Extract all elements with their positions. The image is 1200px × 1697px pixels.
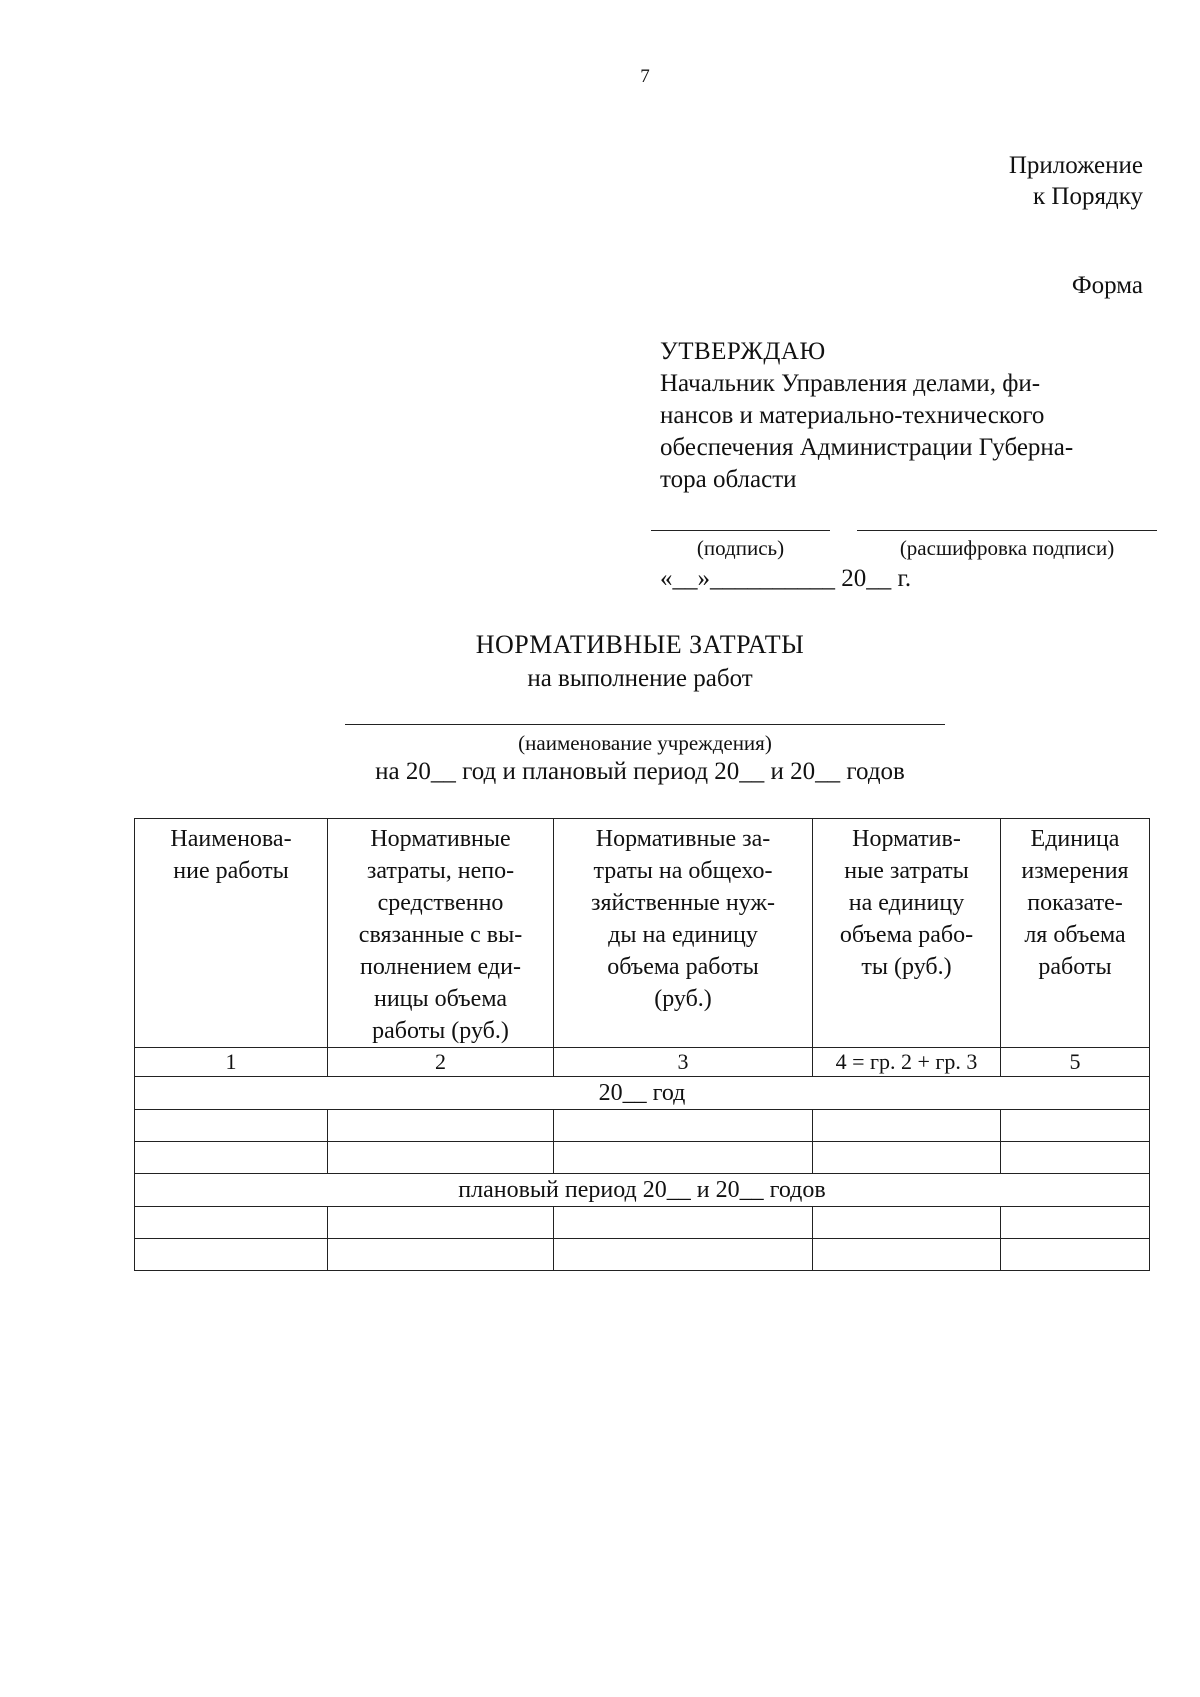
approval-line-1: Начальник Управления делами, фи- [660,370,1041,397]
table-cell[interactable] [813,1207,1001,1239]
table-cell[interactable] [135,1110,328,1142]
period-line: на 20__ год и плановый период 20__ и 20__ годов [375,758,905,785]
table-cell[interactable] [328,1207,554,1239]
signature-line [651,530,830,531]
column-number: 3 [554,1048,813,1077]
table-cell[interactable] [1001,1239,1150,1271]
table-cell[interactable] [328,1239,554,1271]
institution-name-line [345,724,945,725]
table-cell[interactable] [813,1239,1001,1271]
column-number: 2 [328,1048,554,1077]
signature-decoding-line [857,530,1157,531]
table-cell[interactable] [554,1142,813,1174]
table-cell[interactable] [813,1142,1001,1174]
table-cell[interactable] [1001,1142,1150,1174]
table-cell[interactable] [1001,1110,1150,1142]
section-row-year [135,1077,1150,1110]
section-year-label: 20__ год [135,1077,1150,1110]
approval-line-4: тора области [660,466,797,493]
header-general-costs: Нормативные за- траты на общехо- зяйственные нуж- ды на единицу объема работы (руб.) [554,819,813,1048]
approval-date-line: «__»__________ 20__ г. [660,565,912,592]
appendix-line-2: к Порядку [1033,183,1143,210]
section-row-planned [135,1174,1150,1207]
form-label: Форма [1071,272,1143,299]
table-cell[interactable] [554,1207,813,1239]
signature-decoding-caption: (расшифровка подписи) [899,536,1115,560]
header-measure-unit: Единица измерения показате- ля объема работы [1001,819,1150,1048]
table-cell[interactable] [328,1110,554,1142]
header-direct-costs: Нормативные затраты, непо- средственно связанные с вы- полнением еди- ницы объема работы (руб.) [328,819,554,1048]
table-row [135,1142,1150,1174]
column-number: 4 = гр. 2 + гр. 3 [813,1048,1001,1077]
institution-caption: (наименование учреждения) [518,731,772,755]
table-cell[interactable] [135,1239,328,1271]
table-row [135,1239,1150,1271]
table-cell[interactable] [135,1207,328,1239]
table-cell[interactable] [135,1142,328,1174]
approval-block [660,336,1130,496]
section-planned-label: плановый период 20__ и 20__ годов [135,1174,1150,1207]
header-unit-costs: Норматив- ные затраты на единицу объема рабо- ты (руб.) [813,819,1001,1048]
table-cell[interactable] [328,1142,554,1174]
table-row [135,1207,1150,1239]
appendix-line-1: Приложение [1008,152,1143,179]
column-number: 1 [135,1048,328,1077]
column-number-row [135,1048,1150,1077]
document-title: НОРМАТИВНЫЕ ЗАТРАТЫ [475,630,805,659]
table-header-row [135,819,1150,1048]
table-cell[interactable] [554,1110,813,1142]
table-cell[interactable] [813,1110,1001,1142]
column-number: 5 [1001,1048,1150,1077]
table-cell[interactable] [554,1239,813,1271]
header-work-name: Наименова- ние работы [135,819,328,1048]
page-number: 7 [640,66,650,87]
approval-line-3: обеспечения Администрации Губерна- [660,434,1074,461]
signature-caption: (подпись) [696,536,785,560]
normative-costs-table [134,818,1150,1271]
table-row [135,1110,1150,1142]
approval-line-2: нансов и материально-технического [660,402,1045,429]
table-cell[interactable] [1001,1207,1150,1239]
approval-title: УТВЕРЖДАЮ [660,338,826,365]
document-subtitle: на выполнение работ [527,665,753,692]
appendix-reference [1009,150,1143,212]
